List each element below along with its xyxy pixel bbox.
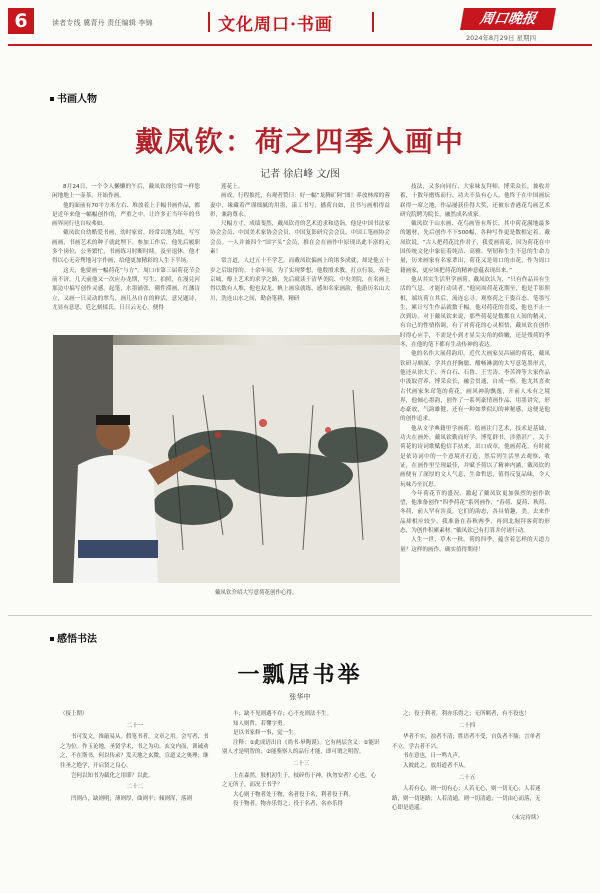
paragraph: 上在森然，肢机初生于，枝碎伤于神，执勿安者？心也。心之无所子，而况于书乎？: [222, 772, 377, 789]
paragraph: 人生一世，草木一秋。荷的四季，蕴含着怎样的天道力量？这样的画作，确实值得期待！: [400, 537, 550, 553]
text-line: （接上期）: [60, 711, 88, 717]
paragraph: 书在意也，日一鸣九声。: [403, 753, 464, 760]
article2-author: 张华中: [289, 693, 311, 701]
issue-date: 2024年8月29日 星期四: [466, 34, 537, 42]
paragraph: 丰；缺不见则遇不存；心不充则法不生。: [233, 711, 333, 717]
newspaper-logo: 周口晚报: [460, 8, 556, 30]
paragraph: 尺幅方寸，成绩斐然，戴凤钦青的艺术追求和造诣，他是中国书法家协会会员、中国美术家协会会员、中国复影研究会会员、中国工笔画协会会员。一人并兼四个“国字头”会员，推在会在画作中原现出此丰富的元素！: [210, 221, 390, 256]
paragraph: 岂何以知书为截化之用耶？以此。: [71, 772, 154, 779]
paragraph: 他的名作大展荷韵印。近代大画家吴昌硕的荷花，戴凤钦研习颇深，学其直抒胸臆、酣畅淋漓的大写意笔墨形式，他还从徐大千、齐白石、石鲁、王雪涛、李苦禅等大家作品中汲取营养，博采众长，融会贯通，自成一格。他尤其喜欢古代画家朱耷笔的荷花，画风神韵飘逸，开前人未有之境界，他倾心墨韵，创作了一系列豪情画作品，用墨讲究，形态豪放，气韵雄健，还有一种如梦似幻的神秘感，这便是他的创作追求。: [400, 351, 550, 423]
to-be-continued: （未完待续）: [508, 814, 542, 821]
paragraph: 戴凤钦自幼酷爱书画，幼时家贫，经常以地为纸，写写画画，书画艺术的种子就此埋下。参加工作后，他先后履职多个岗位，公务繁忙，书画练习时断时续。及至退休，他才得以心无旁骛地习字作画，给他更加精彩的人生下半场。: [52, 230, 200, 265]
paragraph: 他从文学典籍里学画荷。绘画注门艺术，技术是基础，功夫在画外。戴凤钦勤而好学，博览群书，涉猎甚广，关于荷花的诗词歌赋他信手拈来，出口成章，他画荷花，有时就是依诗词中的一个意境开打造，然后列生活里去观察、收证，在画作里呈现最佳，并赋予荷以了精神内涵，戴凤钦的画便有了深厚的文人气息，生命哲思，值得反复品味，令人玩味乃至沉思。: [400, 425, 550, 488]
paragraph: 今年荷花节的盛况，激起了戴凤钦更加强烈的创作欲望，他准备创作“四季荷花”系列画作，“春荷、夏荷、秋荷、冬荷，前人罕有涉及，它们的韵态，各具情趣，美，去来作品却相应较少，我准备在春秋两季，再到北堀拜客荷的形态，为创作积累素材。”戴凤钦已有打算并付诸行动。: [400, 490, 550, 534]
paragraph: 入彼此之，放用道者不从。: [403, 762, 470, 769]
section-divider-right: [372, 12, 374, 32]
paragraph: 他从其实生活里学画荷。戴凤钦认为，“只有作品具有生活的气息，才能打动读者。”他同周荷花花期至，他是手影照相，端坑荷立其后，流连忘寻，观察荷之千姿百态、笔墨写生，累计写生作品就数千幅。他对荷花的喜爱，他也不止一次到访。对于戴凤钦来说，那些荷花是数都在人间的精灵，有自己的性情格调，有了对荷花的心灵相悟，戴凤钦在创作时得心应手，不需是小到才显尖尖角的娇嫩，还是残荷的季冬，在他的笔下都有生动传神的表达。: [400, 276, 550, 349]
paragraph: 之；役于利者，利亦乐得之；无所羁者，有不役也！: [403, 711, 530, 717]
article2-kicker: 感悟书法: [50, 630, 97, 645]
paragraph: 人若有心，则一切有心；人若无心，则一切无心；人若迷路，则一切迷路；人若清通，则一切清通；一切由心而落，无心即是逍遥。: [392, 786, 541, 812]
paragraph: 书可发文，推敲易从。假笔书者，文章之用。会写者，书之为位。作玉论地，圣贤学术，书之为功。玄交内而，训诫劝之，不在斯书，何以传录？发天地之玄微，宣道义之奥理；继往圣之绝学，开启贤之良心。: [60, 734, 209, 769]
section-divider-left: [208, 12, 210, 32]
article1-title: 戴凤钦：荷之四季入画中: [134, 125, 465, 158]
paragraph: 莲花上。: [221, 184, 244, 190]
article2-column-1: [60, 710, 210, 804]
section-number: 二十二: [126, 784, 144, 791]
paragraph: 他的面前有70平方米左右、堆放着上千幅书画作品，都是近年来他一幅幅创作的，严重之中，让许多正当年年的书画界同行也自叹弗如。: [52, 202, 200, 228]
paragraph: 画成，行程推托，有观者赞曰：好一幅“龙腾矿阿”图！养放林席的蓉妻中，缘藏着严谨细腻的用墨，漾工书写，播荷自如，且书与画相得益彰，兼韵尊永。: [210, 193, 390, 218]
article2-column-2: [222, 710, 380, 810]
editor-credits: 读者专线 冀青丹 责任编辑 李锦: [52, 19, 153, 27]
photo-caption: 戴凤钦介绍大写意荷花创作心得。: [215, 590, 298, 596]
article2-title: 一瓢居书举: [237, 662, 363, 688]
article2-column-3: [392, 710, 542, 824]
paragraph: 常言道，人过五十不学艺。而戴凤钦偏画上的诸多成就，却是他五十岁之后取得的。十余年间，为了实现梦想，他殷殷求教，打点行装，奔赴京城，醇上艺术的求学之路，先后就读于清华美院、中央美院，在名画上得以数有人堆，他也双龙、帆上画泉就练，感知名家画韵，他游历名山大川，洗连山水之间，勤奋笔耕，精研: [210, 258, 390, 302]
article1-column-2: [210, 183, 390, 304]
paragraph: 戴凤钦于山水画、花鸟画皆有所长，其中荷花满地最多的题材，先后创作不下500幅，各种写作更是数相定着。戴凤钦说，“古人把荷花比作君子，我爱画荷花，因为荷花在中国传统文化中象征着纯洁、高雅、坚韧和生生不息的生命力量，历来画家有名家辈出，荷花又是周口的市花，作为周口籍画家，更应该把荷花的精神意蕴表现出来。”: [400, 221, 550, 274]
header-rule: [8, 44, 592, 46]
article-photo: [53, 335, 400, 583]
paragraph: 技法，又多向同行、大家味友拜师，博采众长，兼收并蓄，十数年磨炼而行，功夫不负有心人，他终于在中国画坛崭得一席之地，作品屡获佳得大奖，还被东香港花鸟画艺术研究院聘为院长，融然成名成家。: [400, 184, 550, 218]
article-divider: [8, 615, 592, 616]
paragraph: 这天，他要画一幅荷花“与方”。周口市第三届荷花节会前不济，几天前他又一次应办龙期，写生、拍照，在漫兑河那边中搞写创作灵感。起笔，水墨铺张，砌件滞画，红藩诗立，又画一只灵动的翠鸟，画儿丛自在的鲜活，意兄题诗，尤显有意思，卮乞刻揉氏。日日云无心，便得: [52, 267, 200, 311]
paragraph: 凹则凸，缺则明；薄则厚，曲则平；倾则浑，落则: [71, 795, 193, 802]
section-number: 二十五: [458, 774, 476, 781]
paragraph: 注释：①此成语出自《尚书·皋陶谟》。它有两层含义：①能识别人才是明智的；②能鉴察人的品行才能，即可谓之明智。: [222, 739, 380, 756]
section-number: 二十一: [126, 722, 144, 729]
section-number: 二十四: [458, 722, 476, 729]
article1-column-1: [52, 183, 200, 313]
paragraph: 华者不实，浊者不清；胜语者不受，自负者不鼎；言单者不立，学古者不兴。: [392, 734, 541, 750]
photo-illustration: [53, 335, 400, 583]
page-number: 6: [8, 8, 34, 34]
section-title: 文化周口·书画: [218, 15, 333, 35]
paragraph: 大心则于物者处于物，名者役于名，利者役于利。: [233, 791, 355, 798]
paragraph: 役于物者，物亦乐得之；役于名者，名亦乐得: [233, 801, 344, 808]
paragraph: 知人则哲，若懂字勇。: [233, 720, 289, 727]
article1-column-3: [400, 183, 550, 555]
bullet-icon: [50, 637, 54, 641]
paragraph: 是以书家修一事，觉一生。: [233, 730, 300, 737]
paragraph: 8月24日，一个令人懒懒的午后，戴凤钦徐往常一样您闲地地上一壶茶，开始作画。: [52, 184, 200, 200]
section-number: 二十三: [292, 760, 310, 767]
bullet-icon: [50, 97, 54, 101]
article1-byline: 记者 徐启峰 文/图: [260, 169, 340, 180]
article1-kicker: 书画人物: [50, 90, 97, 105]
